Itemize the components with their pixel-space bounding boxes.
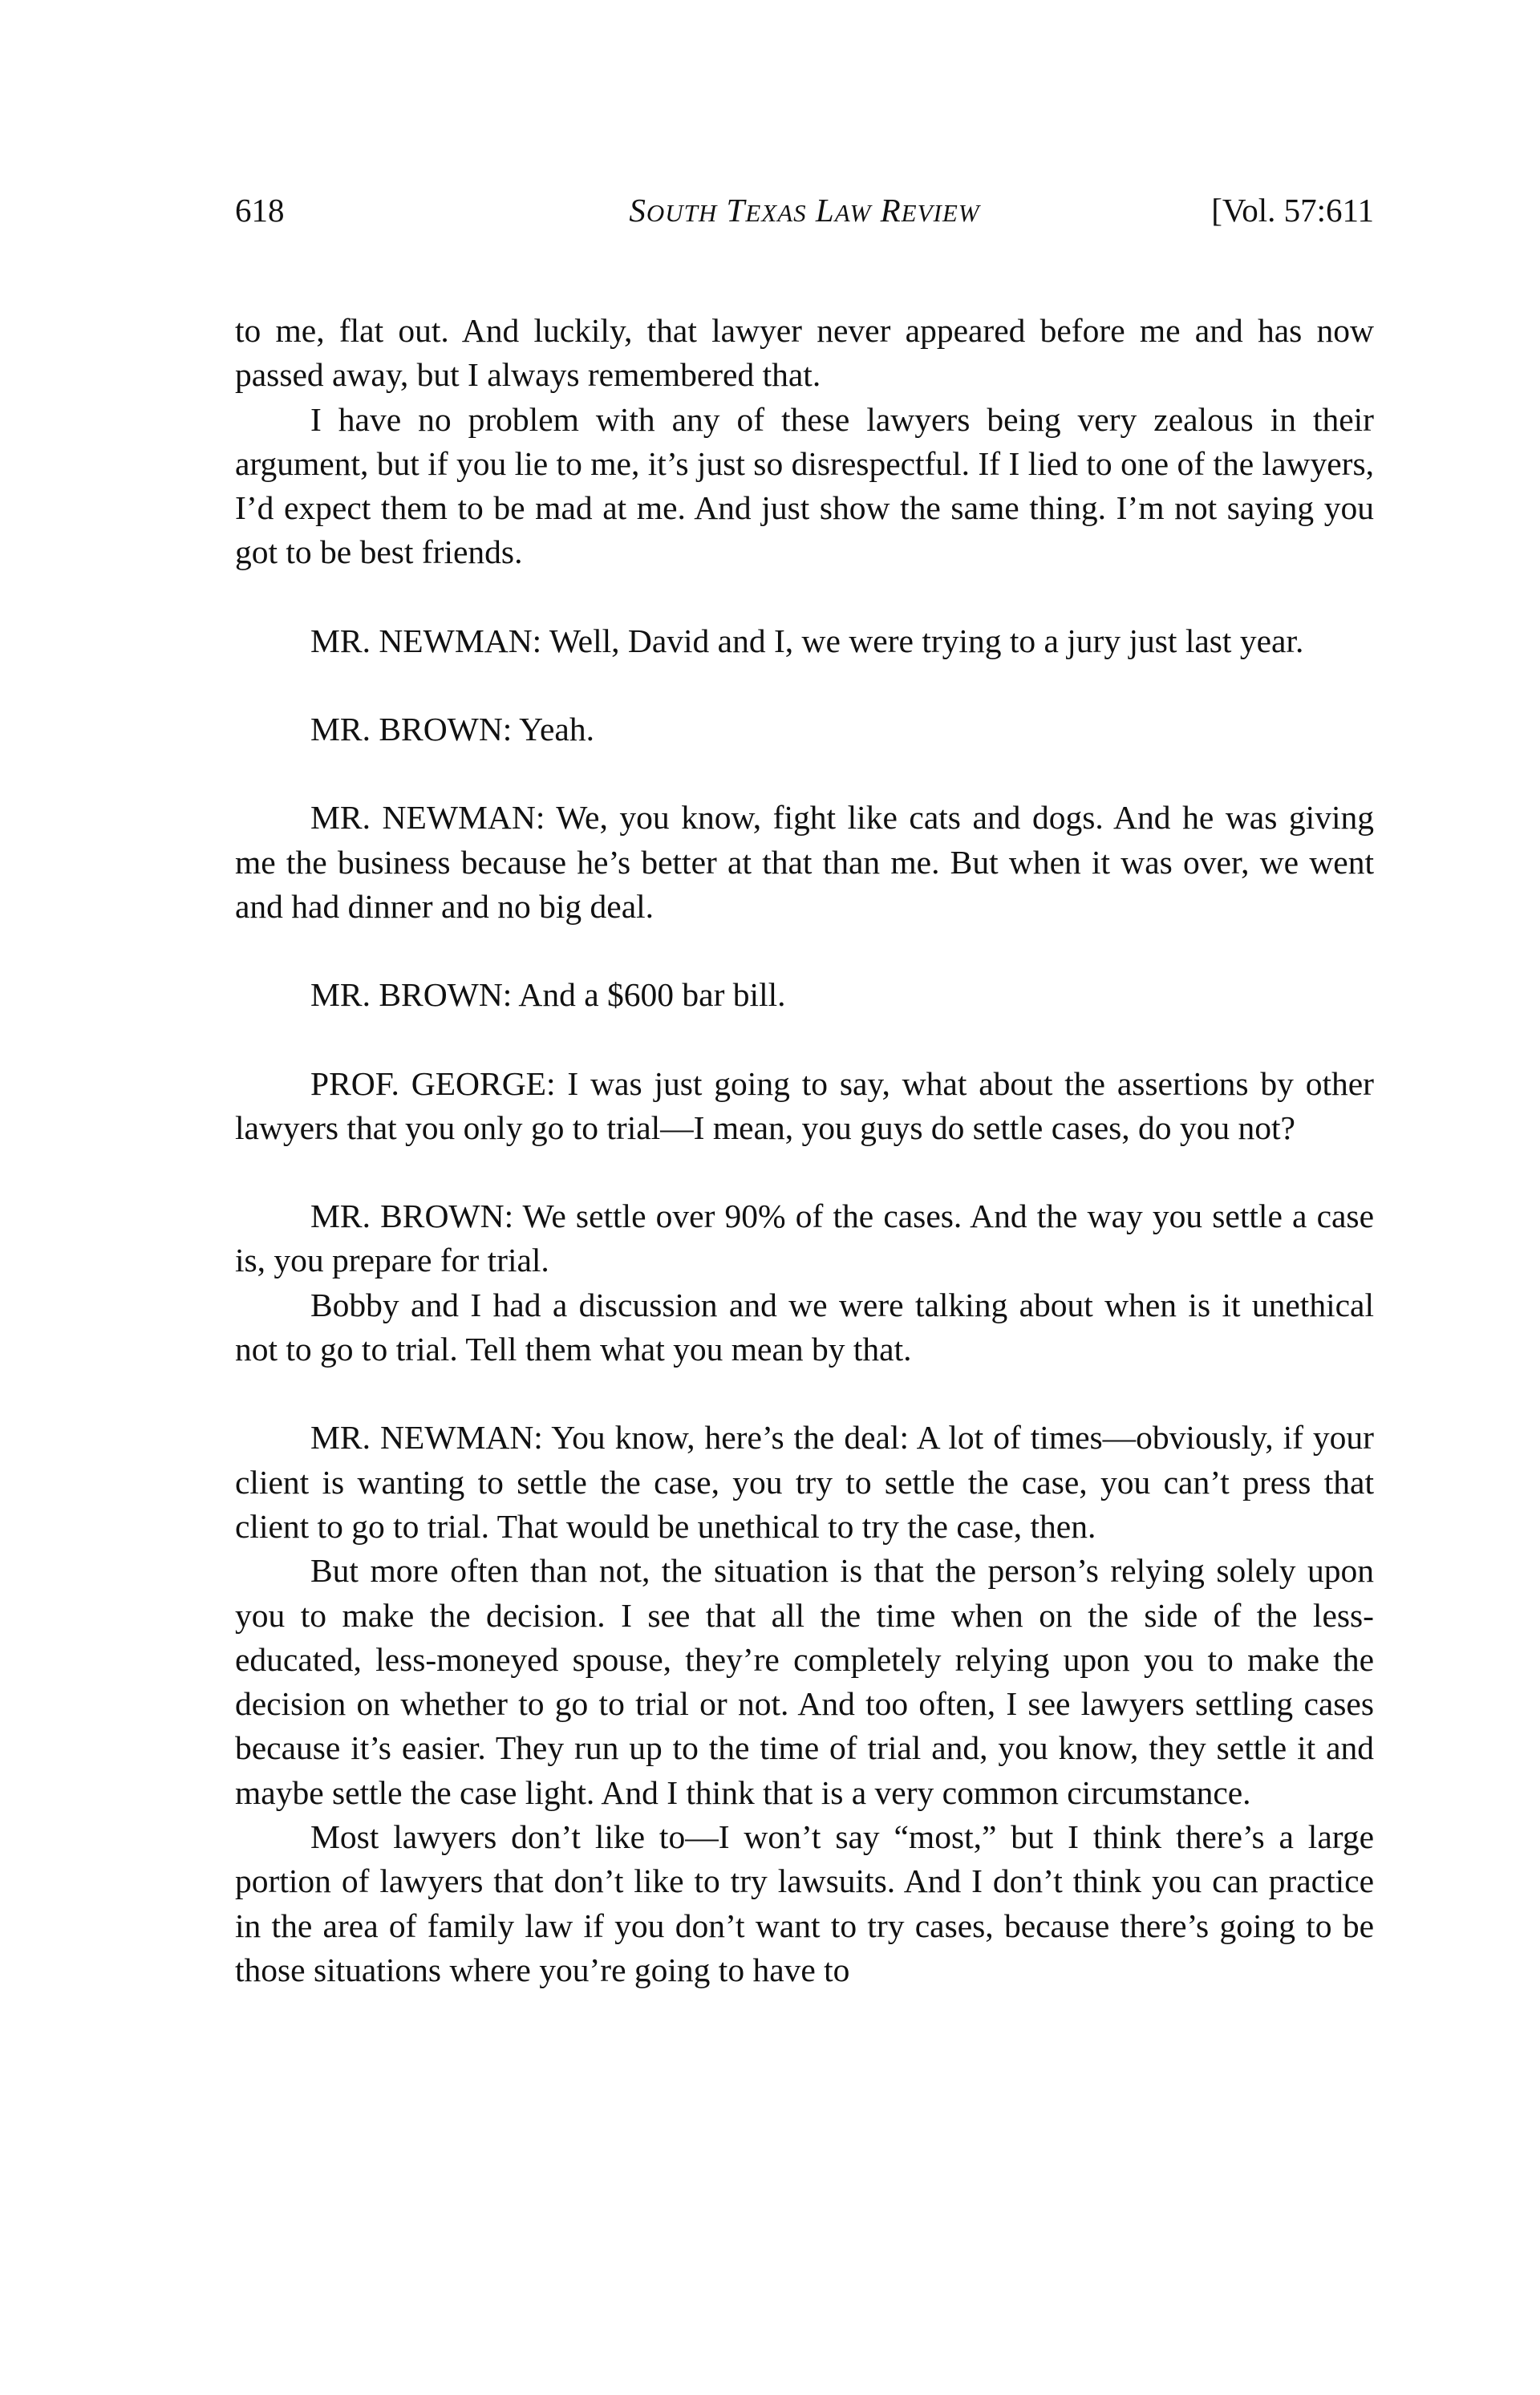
paragraph-continued: to me, flat out. And luckily, that lawyer never appeared before me and has now passed away, but I always remembered that. [235, 312, 1374, 394]
paragraph: Most lawyers don’t like to—I won’t say “most,” but I think there’s a large portion of lawyers that don’t like to try lawsuits. And I don’t think you can practice in the area of family law if you don’t want to try cases, because there’s going to be those situations where you’re going to have to [235, 1818, 1374, 1988]
page-number: 618 [235, 192, 285, 229]
paragraph: But more often than not, the situation is that the person’s relying solely upon you to make the decision. I see that all the time when on the side of the less-educated, less-moneyed spouse, they’re completely relying upon you to make the decision on whether to go to trial or not. And too often, I see lawyers settling cases because it’s easier. They run up to the time of trial and, you know, they settle it and maybe settle the case light. And I think that is a very common circumstance. [235, 1552, 1374, 1811]
speaker-turn-brown: MR. BROWN: We settle over 90% of the cases. And the way you settle a case is, you prepare for trial. [235, 1198, 1374, 1279]
paragraph: I have no problem with any of these lawyers being very zealous in their argument, but if you lie to me, it’s just so disrespectful. If I lied to one of the lawyers, I’d expect them to be mad at me. And just show the same thing. I’m not saying you got to be best friends. [235, 400, 1374, 571]
speaker-turn-brown: MR. BROWN: Yeah. [310, 711, 594, 748]
speaker-turn-newman: MR. NEWMAN: We, you know, fight like cats and dogs. And he was giving me the business because he’s better at that than me. But when it was over, we went and had dinner and no big deal. [235, 799, 1374, 925]
volume-citation: [Vol. 57:611 [1211, 192, 1374, 229]
speaker-turn-george: PROF. GEORGE: I was just going to say, what about the assertions by other lawyers that you only go to trial—I mean, you guys do settle cases, do you not? [235, 1064, 1374, 1146]
speaker-turn-newman: MR. NEWMAN: Well, David and I, we were trying to a jury just last year. [310, 622, 1304, 659]
journal-title: SOUTH TEXAS LAW REVIEW [629, 192, 980, 229]
running-header [235, 186, 1374, 234]
paragraph: Bobby and I had a discussion and we were talking about when is it unethical not to go to trial. Tell them what you mean by that. [235, 1286, 1374, 1368]
speaker-turn-brown: MR. BROWN: And a $600 bar bill. [310, 976, 786, 1014]
speaker-turn-newman: MR. NEWMAN: You know, here’s the deal: A lot of times—obviously, if your client is wanting to settle the case, you try to settle the case, you can’t press that client to go to trial. That would be unethical to try the case, then. [235, 1419, 1374, 1545]
transcript-body [235, 309, 1374, 1992]
